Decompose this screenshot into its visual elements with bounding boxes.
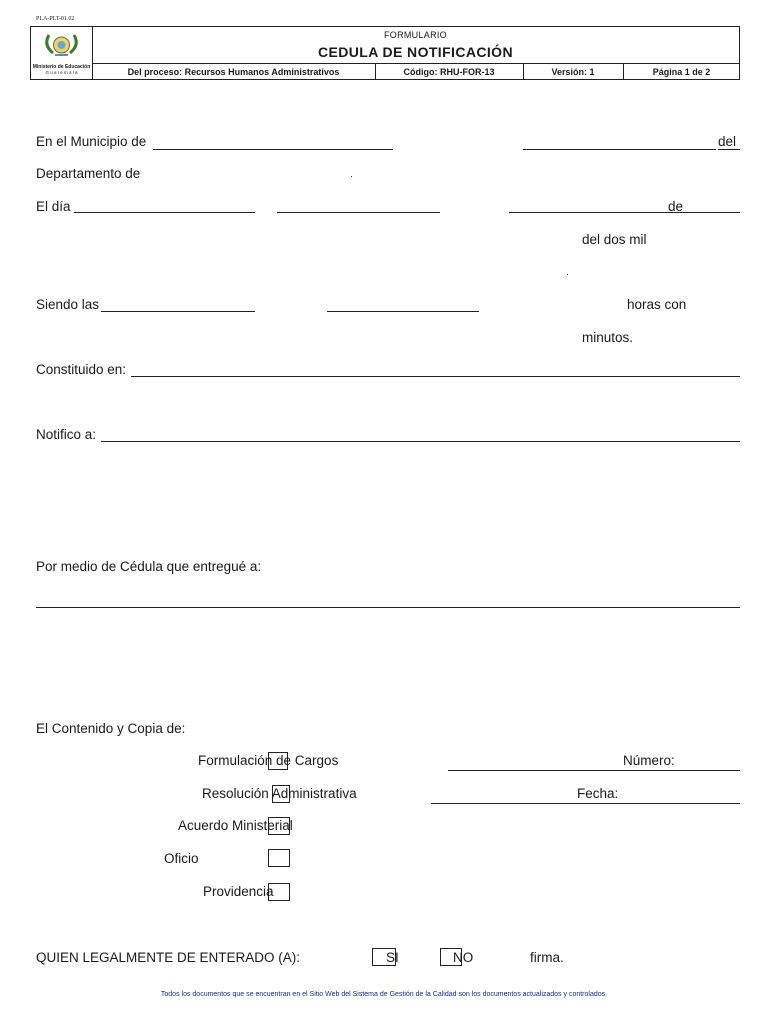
siendo-las-label: Siendo las — [36, 297, 100, 312]
firma-label: firma. — [530, 950, 564, 965]
del-underline — [718, 149, 740, 150]
del-dos-mil-label: del dos mil — [582, 232, 647, 247]
dia-line[interactable] — [74, 212, 255, 213]
resolucion-label: Resolución Administrativa — [202, 786, 357, 801]
minutos-line[interactable] — [327, 311, 479, 312]
form-title: CEDULA DE NOTIFICACIÓN — [318, 44, 513, 60]
ano-line[interactable] — [509, 212, 740, 213]
numero-label: Número: — [623, 753, 675, 768]
de-label: de — [668, 199, 684, 214]
departamento-label: Departamento de — [36, 166, 141, 181]
no-label: NO — [453, 950, 474, 965]
entregue-line[interactable] — [36, 607, 740, 608]
document-id: PLA-PLT-01.02 — [36, 16, 75, 22]
formulacion-label: Formulación de Cargos — [198, 753, 339, 768]
coat-of-arms-icon — [31, 27, 92, 65]
mes-line[interactable] — [277, 212, 440, 213]
constituido-line[interactable] — [131, 376, 740, 377]
el-dia-label: El día — [36, 199, 71, 214]
notifico-line[interactable] — [101, 441, 740, 442]
dot-mark-2 — [567, 274, 568, 275]
constituido-label: Constituido en: — [36, 362, 127, 377]
numero-line[interactable] — [448, 770, 740, 771]
process-cell: Del proceso: Recursos Humanos Administrativos — [92, 64, 376, 80]
header-info-row — [92, 63, 739, 80]
providencia-label: Providencia — [203, 884, 274, 899]
page-cell: Página 1 de 2 — [652, 67, 711, 77]
si-label: SI — [386, 950, 399, 965]
oficio-checkbox[interactable] — [268, 849, 290, 867]
code-cell: Código: RHU-FOR-13 — [375, 64, 524, 80]
ministry-name: Ministerio de Educación — [32, 64, 91, 70]
minutos-label: minutos. — [582, 330, 634, 345]
horas-line[interactable] — [101, 311, 255, 312]
fecha-line[interactable] — [431, 803, 740, 804]
ministry-country: G u a t e m a l a — [45, 70, 78, 75]
del-label: del — [718, 134, 737, 149]
ministry-logo — [31, 27, 93, 79]
form-header — [30, 26, 740, 80]
footer-note: Todos los documentos que se encuentran en el Sitio Web del Sistema de Gestión de la Calidad son los documentos actualizados y controlados. — [160, 991, 608, 998]
municipio-line-2[interactable] — [523, 149, 716, 150]
municipio-line[interactable] — [153, 149, 393, 150]
form-label: FORMULARIO — [383, 30, 447, 40]
dot-mark — [351, 176, 352, 177]
version-cell: Versión: 1 — [523, 64, 624, 80]
quien-label: QUIEN LEGALMENTE DE ENTERADO (A): — [36, 950, 301, 965]
horas-con-label: horas con — [627, 297, 687, 312]
acuerdo-label: Acuerdo Ministerial — [178, 818, 293, 833]
contenido-label: El Contenido y Copia de: — [36, 721, 186, 736]
por-medio-label: Por medio de Cédula que entregué a: — [36, 559, 262, 574]
fecha-label: Fecha: — [577, 786, 619, 801]
notifico-label: Notifico a: — [36, 427, 97, 442]
oficio-label: Oficio — [164, 851, 199, 866]
municipio-label: En el Municipio de — [36, 134, 147, 149]
